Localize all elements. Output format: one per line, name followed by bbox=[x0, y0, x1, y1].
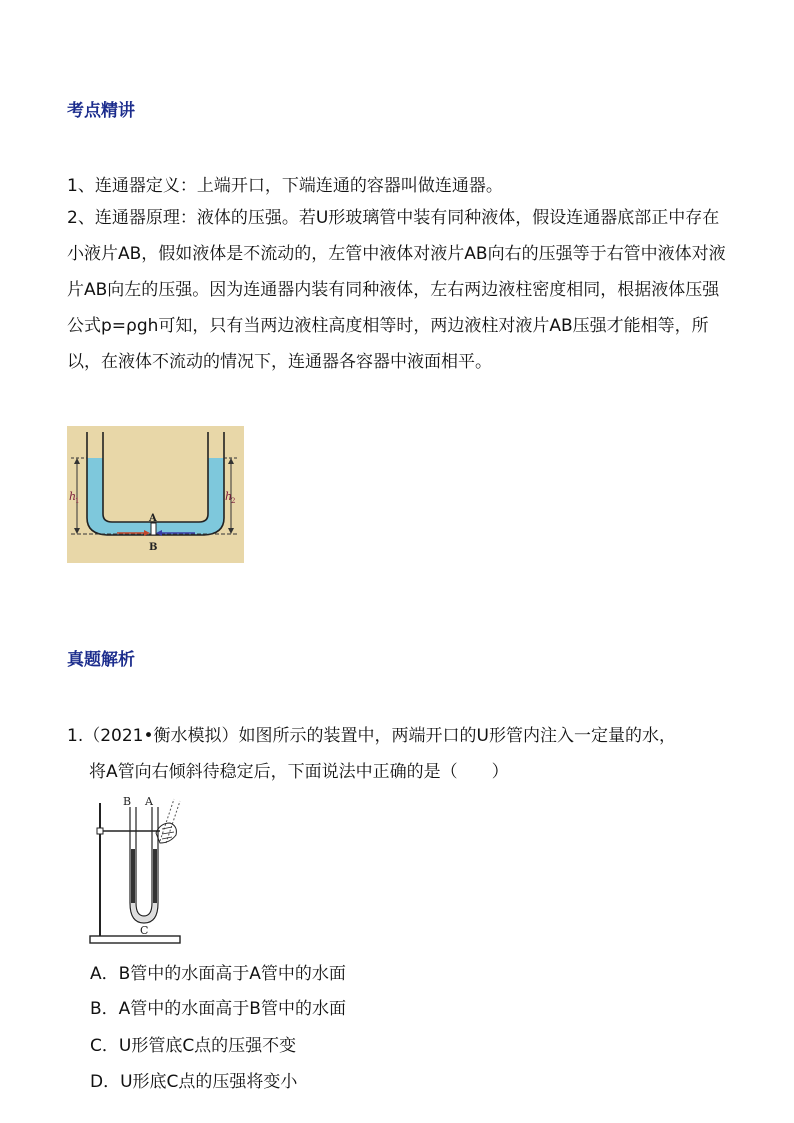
question-line-1: 1.（2021•衡水模拟）如图所示的装置中，两端开口的U形管内注入一定量的水， bbox=[67, 726, 676, 746]
label-tube-b: B bbox=[123, 795, 132, 808]
label-h1-subscript: 1 bbox=[75, 497, 80, 505]
option-c[interactable]: C．U形管底C点的压强不变 bbox=[90, 1036, 297, 1056]
option-a[interactable]: A．B管中的水面高于A管中的水面 bbox=[90, 964, 346, 984]
u-tube-apparatus-figure bbox=[88, 793, 198, 948]
label-point-c: C bbox=[140, 924, 149, 937]
label-a: A bbox=[149, 513, 157, 524]
option-d[interactable]: D．U形底C点的压强将变小 bbox=[90, 1072, 298, 1092]
definition-paragraph: 1、连通器定义：上端开口，下端连通的容器叫做连通器。 bbox=[67, 176, 503, 196]
option-b[interactable]: B．A管中的水面高于B管中的水面 bbox=[90, 999, 346, 1019]
question-line-2: 将A管向右倾斜待稳定后，下面说法中正确的是（ ） bbox=[89, 762, 509, 782]
section-heading-exam-analysis: 真题解析 bbox=[67, 650, 135, 670]
label-b: B bbox=[149, 542, 158, 553]
connected-vessel-figure bbox=[67, 426, 244, 563]
principle-paragraph: 2、连通器原理：液体的压强。若U形玻璃管中装有同种液体，假设连通器底部正中存在小液片AB，假如液体是不流动的，左管中液体对液片AB向右的压强等于右管中液体对液片AB向左的压强。因为连通器内装有同种液体，左右两边液柱密度相同，根据液体压强公式p=ρgh可知，只有当两边液柱高度相等时，两边液柱对液片AB压强才能相等，所以，在液体不流动的情况下，连通器各容器中液面相平。 bbox=[67, 208, 726, 372]
label-h1: h bbox=[69, 490, 77, 503]
label-h2-subscript: 2 bbox=[231, 497, 236, 505]
section-heading-key-points: 考点精讲 bbox=[67, 101, 135, 121]
label-h2: h bbox=[225, 490, 233, 503]
question-stem bbox=[67, 718, 737, 790]
label-tube-a: A bbox=[145, 795, 153, 808]
